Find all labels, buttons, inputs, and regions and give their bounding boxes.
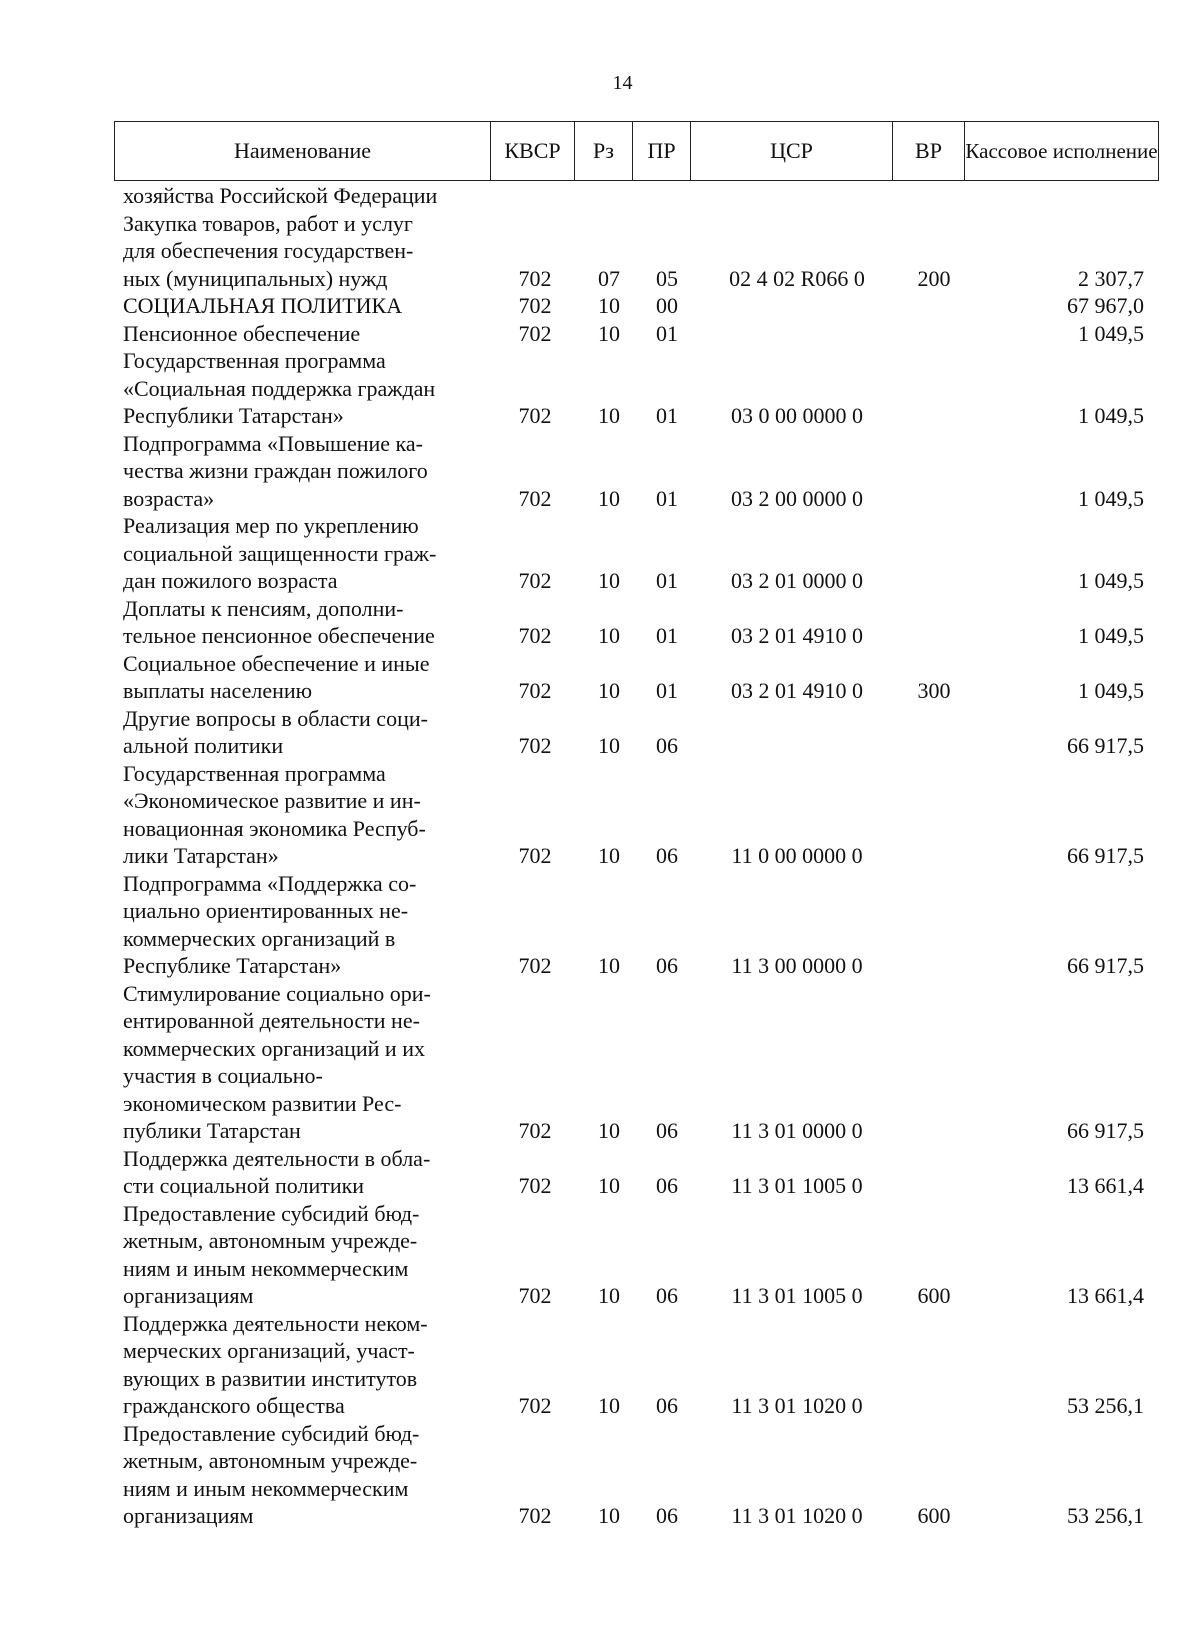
row-csr: 11 3 01 1020 0	[731, 1503, 863, 1528]
row-kvsr: 702	[518, 733, 552, 758]
budget-rows	[0, 182, 1200, 1530]
row-rz: 07	[598, 265, 620, 291]
row-rz: 10	[598, 1503, 620, 1528]
header-execution: Кассовое исполнение	[965, 122, 1159, 181]
table-row	[0, 1145, 1200, 1200]
row-pr: 06	[656, 953, 678, 978]
row-rz: 10	[598, 485, 620, 511]
row-pr: 06	[656, 1118, 678, 1143]
row-csr: 03 0 00 0000 0	[731, 403, 863, 428]
row-name: Доплаты к пенсиям, дополни- тельное пенсионное обеспечение	[123, 595, 435, 648]
table-row	[0, 182, 1200, 210]
row-pr: 01	[656, 623, 678, 648]
row-csr: 03 2 01 4910 0	[731, 678, 863, 703]
row-rz: 10	[598, 1393, 620, 1418]
row-kvsr: 702	[518, 320, 552, 346]
row-kvsr: 702	[518, 1118, 552, 1143]
row-sum: 66 917,5	[1067, 733, 1144, 758]
row-kvsr: 702	[518, 1283, 552, 1308]
row-rz: 10	[598, 568, 620, 593]
row-sum: 1 049,5	[1078, 623, 1144, 648]
row-sum: 1 049,5	[1078, 320, 1144, 346]
row-sum: 1 049,5	[1078, 568, 1144, 593]
row-pr: 01	[656, 568, 678, 593]
row-kvsr: 702	[518, 265, 552, 291]
row-kvsr: 702	[518, 1503, 552, 1528]
row-pr: 06	[656, 733, 678, 758]
row-name: Социальное обеспечение и иные выплаты населению	[123, 650, 430, 703]
row-sum: 1 049,5	[1078, 678, 1144, 703]
table-row	[0, 760, 1200, 870]
row-csr: 11 3 01 1020 0	[731, 1393, 863, 1418]
row-kvsr: 702	[518, 485, 552, 511]
row-rz: 10	[598, 1173, 620, 1198]
row-pr: 00	[656, 293, 678, 318]
row-sum: 66 917,5	[1067, 1118, 1144, 1143]
row-csr: 11 3 01 1005 0	[731, 1173, 863, 1198]
table-row	[0, 210, 1200, 293]
row-vr: 600	[917, 1283, 951, 1308]
table-row	[0, 1200, 1200, 1310]
table-row	[0, 980, 1200, 1145]
row-name: Государственная программа «Социальная поддержка граждан Республики Татарстан»	[123, 348, 436, 428]
header-pr: ПР	[633, 122, 691, 181]
row-name: Государственная программа «Экономическое развитие и ин- новационная экономика Респуб- лики Татарстан»	[123, 760, 426, 868]
row-name: СОЦИАЛЬНАЯ ПОЛИТИКА	[123, 293, 403, 318]
row-pr: 05	[656, 265, 678, 291]
header-rz: Рз	[575, 122, 633, 181]
row-kvsr: 702	[518, 1393, 552, 1418]
row-name: Подпрограмма «Поддержка со- циально ориентированных не- коммерческих организаций в Республике Татарстан»	[123, 870, 417, 978]
table-header	[114, 121, 1159, 181]
row-pr: 01	[656, 485, 678, 511]
row-kvsr: 702	[518, 843, 552, 868]
row-csr: 02 4 02 R066 0	[729, 265, 865, 291]
row-name: Поддержка деятельности в обла- сти социальной политики	[123, 1145, 431, 1198]
row-kvsr: 702	[518, 678, 552, 703]
row-csr: 03 2 00 0000 0	[731, 485, 863, 511]
row-name: Подпрограмма «Повышение ка- чества жизни граждан пожилого возраста»	[123, 430, 428, 511]
row-sum: 13 661,4	[1067, 1283, 1144, 1308]
row-sum: 66 917,5	[1067, 953, 1144, 978]
row-csr: 11 3 00 0000 0	[731, 953, 863, 978]
row-sum: 2 307,7	[1078, 265, 1144, 291]
table-row	[0, 870, 1200, 980]
row-pr: 01	[656, 678, 678, 703]
table-row	[0, 292, 1200, 320]
table-row	[0, 430, 1200, 513]
row-csr: 11 0 00 0000 0	[731, 843, 863, 868]
row-csr: 11 3 01 1005 0	[731, 1283, 863, 1308]
row-sum: 53 256,1	[1067, 1503, 1144, 1528]
row-rz: 10	[598, 953, 620, 978]
header-csr: ЦСР	[691, 122, 893, 181]
row-pr: 01	[656, 403, 678, 428]
row-vr: 300	[917, 678, 951, 703]
header-kvsr: КВСР	[491, 122, 575, 181]
row-name: хозяйства Российской Федерации	[123, 183, 438, 208]
row-pr: 01	[656, 320, 678, 346]
row-rz: 10	[598, 678, 620, 703]
row-sum: 67 967,0	[1067, 293, 1144, 318]
row-vr: 600	[917, 1503, 951, 1528]
row-name: Закупка товаров, работ и услуг для обеспечения государствен- ных (муниципальных) нужд	[123, 210, 414, 291]
table-row	[0, 347, 1200, 430]
row-sum: 1 049,5	[1078, 403, 1144, 428]
row-name: Пенсионное обеспечение	[123, 320, 361, 346]
row-rz: 10	[598, 623, 620, 648]
row-sum: 13 661,4	[1067, 1173, 1144, 1198]
row-kvsr: 702	[518, 623, 552, 648]
row-csr: 11 3 01 0000 0	[731, 1118, 863, 1143]
row-name: Предоставление субсидий бюд- жетным, автономным учрежде- ниям и иным некоммерческим организациям	[123, 1420, 420, 1528]
row-rz: 10	[598, 843, 620, 868]
row-name: Реализация мер по укреплению социальной защищенности граж- дан пожилого возраста	[123, 513, 437, 593]
row-rz: 10	[598, 733, 620, 758]
row-kvsr: 702	[518, 293, 552, 318]
row-rz: 10	[598, 293, 620, 318]
table-row	[0, 1420, 1200, 1530]
table-row	[0, 512, 1200, 595]
header-name: Наименование	[115, 122, 491, 181]
row-rz: 10	[598, 1283, 620, 1308]
row-pr: 06	[656, 843, 678, 868]
row-kvsr: 702	[518, 1173, 552, 1198]
row-name: Предоставление субсидий бюд- жетным, автономным учрежде- ниям и иным некоммерческим организациям	[123, 1200, 420, 1308]
row-kvsr: 702	[518, 953, 552, 978]
row-sum: 53 256,1	[1067, 1393, 1144, 1418]
row-sum: 1 049,5	[1078, 485, 1144, 511]
row-name: Стимулирование социально ори- ентированной деятельности не- коммерческих организаций и их участия в социально- экономическом развитии Рес- публики Татарстан	[123, 980, 431, 1143]
table-row	[0, 1310, 1200, 1420]
row-rz: 10	[598, 320, 620, 346]
page-number: 14	[612, 72, 633, 94]
row-pr: 06	[656, 1393, 678, 1418]
row-vr: 200	[917, 265, 951, 291]
table-row	[0, 595, 1200, 650]
row-pr: 06	[656, 1283, 678, 1308]
row-pr: 06	[656, 1503, 678, 1528]
row-rz: 10	[598, 1118, 620, 1143]
row-sum: 66 917,5	[1067, 843, 1144, 868]
table-row	[0, 650, 1200, 705]
row-rz: 10	[598, 403, 620, 428]
row-kvsr: 702	[518, 568, 552, 593]
row-name: Другие вопросы в области соци- альной политики	[123, 705, 428, 758]
header-vr: ВР	[893, 122, 965, 181]
row-kvsr: 702	[518, 403, 552, 428]
row-csr: 03 2 01 0000 0	[731, 568, 863, 593]
table-row	[0, 705, 1200, 760]
table-row	[0, 320, 1200, 348]
row-pr: 06	[656, 1173, 678, 1198]
row-name: Поддержка деятельности неком- мерческих организаций, участ- вующих в развитии институтов гражданского общества	[123, 1310, 428, 1418]
row-csr: 03 2 01 4910 0	[731, 623, 863, 648]
